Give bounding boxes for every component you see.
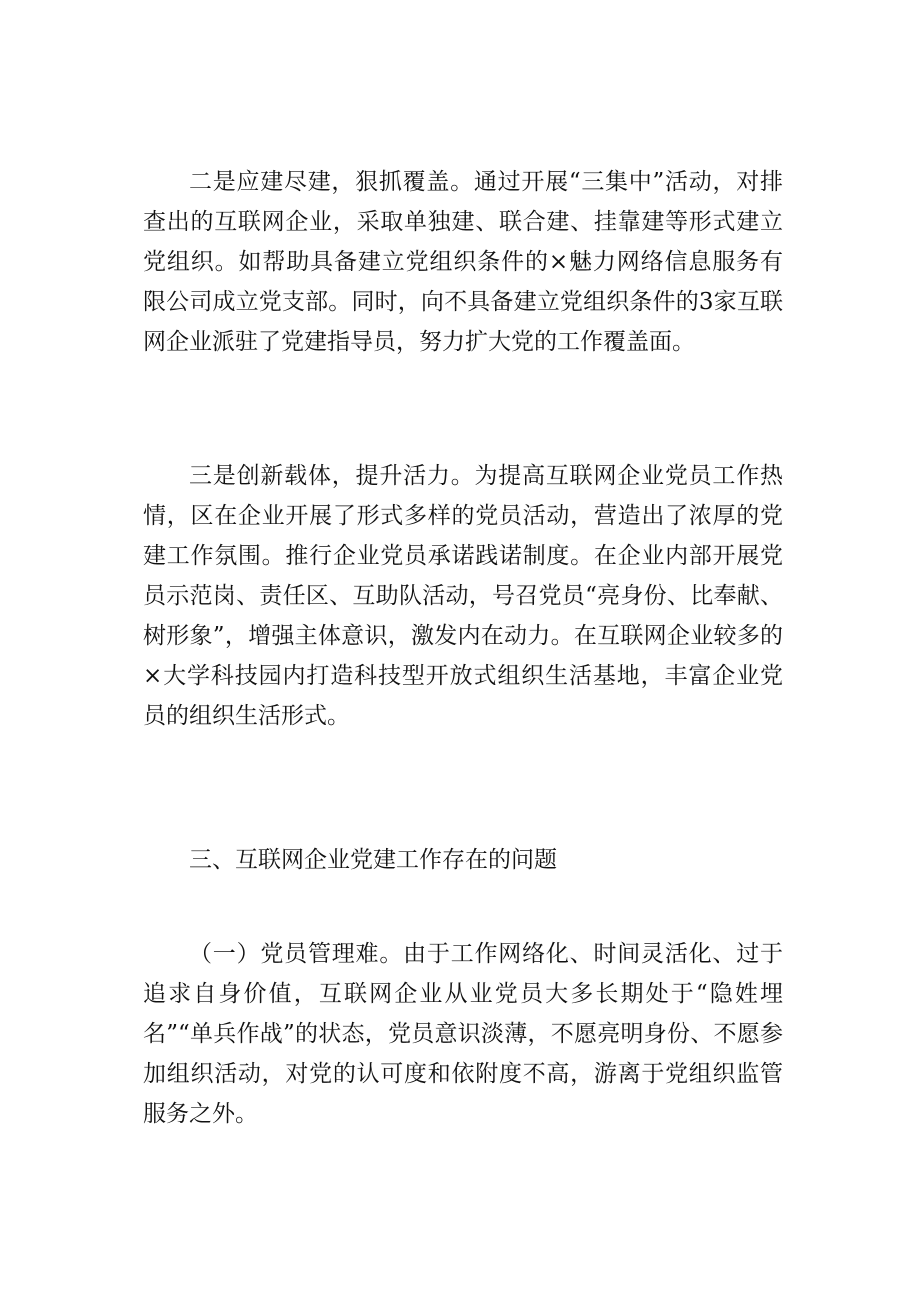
section-heading: 三、互联网企业党建工作存在的问题 [189,847,557,873]
paragraph-innovation: 三是创新载体，提升活力。为提高互联网企业党员工作热情，区在企业开展了形式多样的党员活动，营造出了浓厚的党建工作氛围。推行企业党员承诺践诺制度。在企业内部开展党员示范岗、责任区、互助队活动，号召党员“亮身份、比奉献、树形象”，增强主体意识，激发内在动力。在互联网企业较多的×大学科技园内打造科技型开放式组织生活基地，丰富企业党员的组织生活形式。 [143,463,783,729]
paragraph-coverage: 二是应建尽建，狠抓覆盖。通过开展“三集中”活动，对排查出的互联网企业，采取单独建、联合建、挂靠建等形式建立党组织。如帮助具备建立党组织条件的×魅力网络信息服务有限公司成立党支部。同时，向不具备建立党组织条件的3家互联网企业派驻了党建指导员，努力扩大党的工作覆盖面。 [143,169,783,355]
paragraph-member-management: （一）党员管理难。由于工作网络化、时间灵活化、过于追求自身价值，互联网企业从业党员大多长期处于“隐姓埋名”“单兵作战”的状态，党员意识淡薄，不愿亮明身份、不愿参加组织活动，对党的认可度和依附度不高，游离于党组织监管服务之外。 [143,941,783,1127]
